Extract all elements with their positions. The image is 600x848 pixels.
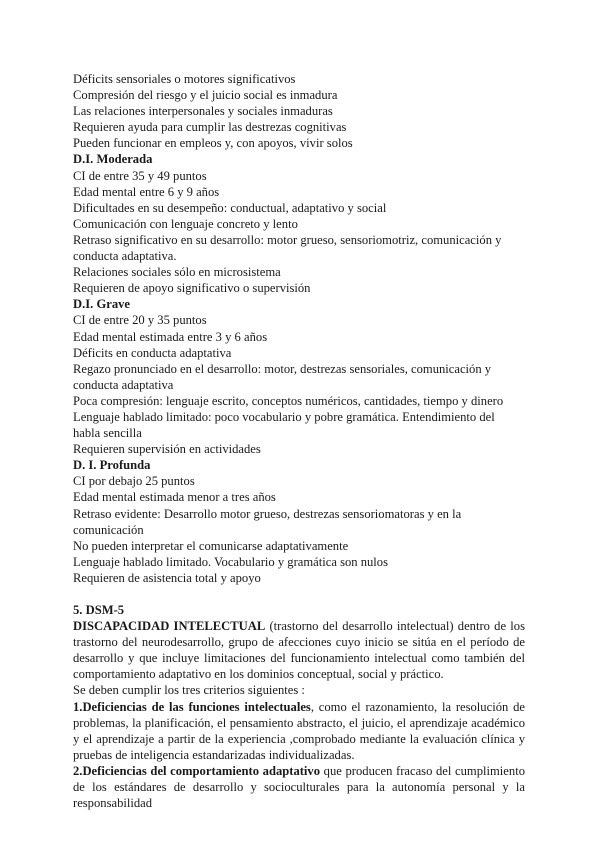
heading-moderada: D.I. Moderada [73,152,153,167]
leve-item: Requieren ayuda para cumplir las destrezas cognitivas [73,120,347,135]
moderada-item: Edad mental entre 6 y 9 años [73,184,220,199]
profunda-item: Requieren de asistencia total y apoyo [73,570,261,585]
criterion-2-title: 2.Deficiencias del comportamiento adaptativo [73,763,321,778]
profunda-item: No pueden interpretar el comunicarse adaptativamente [73,538,349,553]
section-spacer [73,586,525,602]
dsm5-intro-text: (trastorno del desarrollo intelectual) dentro de los trastorno del neurodesarrollo, grupo de afecciones cuyo inicio se sitúa en el período de desarrollo y que incluye limitaciones del funcionamiento intelectual como también del comportamiento adaptativo en los dominios conceptual, social y práctico. [73,619,526,682]
heading-grave: D.I. Grave [73,297,131,312]
dsm5-intro-term: DISCAPACIDAD INTELECTUAL [73,619,266,634]
dsm5-criterion-2 [73,763,525,811]
grave-item: Déficits en conducta adaptativa [73,345,232,360]
profunda-item: Lenguaje hablado limitado. Vocabulario y gramática son nulos [73,554,388,569]
grave-item: CI de entre 20 y 35 puntos [73,313,207,328]
moderada-item: Requieren de apoyo significativo o supervisión [73,281,311,296]
grave-item: Requieren supervisión en actividades [73,442,261,457]
dsm5-criteria-intro: Se deben cumplir los tres criterios siguientes : [73,683,305,698]
profunda-item: CI por debajo 25 puntos [73,474,195,489]
grave-item: Lenguaje hablado limitado: poco vocabulario y pobre gramática. Entendimiento del habla sencilla [73,409,495,441]
profunda-item: Retraso evidente: Desarrollo motor grueso, destrezas sensoriomatoras y en la comunicación [73,506,462,537]
leve-item: Compresión del riesgo y el juicio social es inmadura [73,88,338,103]
leve-item: Déficits sensoriales o motores significativos [73,72,296,86]
moderada-item: Dificultades en su desempeño: conductual, adaptativo y social [73,200,387,215]
heading-profunda: D. I. Profunda [73,458,151,473]
moderada-item: Relaciones sociales sólo en microsistema [73,265,281,280]
grave-item: Regazo pronunciado en el desarrollo: motor, destrezas sensoriales, comunicación y conducta adaptativa [73,361,492,392]
dsm5-intro [73,618,525,682]
leve-item: Pueden funcionar en empleos y, con apoyos, vivir solos [73,136,353,151]
moderada-item: Comunicación con lenguaje concreto y lento [73,216,298,231]
moderada-item: CI de entre 35 y 49 puntos [73,168,207,183]
leve-item: Las relaciones interpersonales y sociales inmaduras [73,104,333,119]
grave-item: Edad mental estimada entre 3 y 6 años [73,329,268,344]
criterion-1-text: , como el razonamiento, la resolución de problemas, la planificación, el pensamiento abstracto, el juicio, el aprendizaje académico y el aprendizaje a partir de la experiencia ,comprobado mediante la evaluación clínica y pruebas de inteligencia estandarizadas individualizadas. [73,699,525,762]
moderada-item: Retraso significativo en su desarrollo: motor grueso, sensoriomotriz, comunicación y conducta adaptativa. [73,232,502,264]
profunda-item: Edad mental estimada menor a tres años [73,490,276,505]
dsm5-criterion-1 [73,699,525,763]
criterion-1-title: 1.Deficiencias de las funciones intelectuales [73,699,311,714]
document-body [73,71,525,811]
criterion-2-text: que producen fracaso del cumplimiento de los estándares de desarrollo y socioculturales para la autonomía personal y la responsabilidad [73,763,525,811]
grave-item: Poca compresión: lenguaje escrito, conceptos numéricos, cantidades, tiempo y dinero [73,393,504,408]
heading-dsm5: 5. DSM-5 [73,603,125,617]
